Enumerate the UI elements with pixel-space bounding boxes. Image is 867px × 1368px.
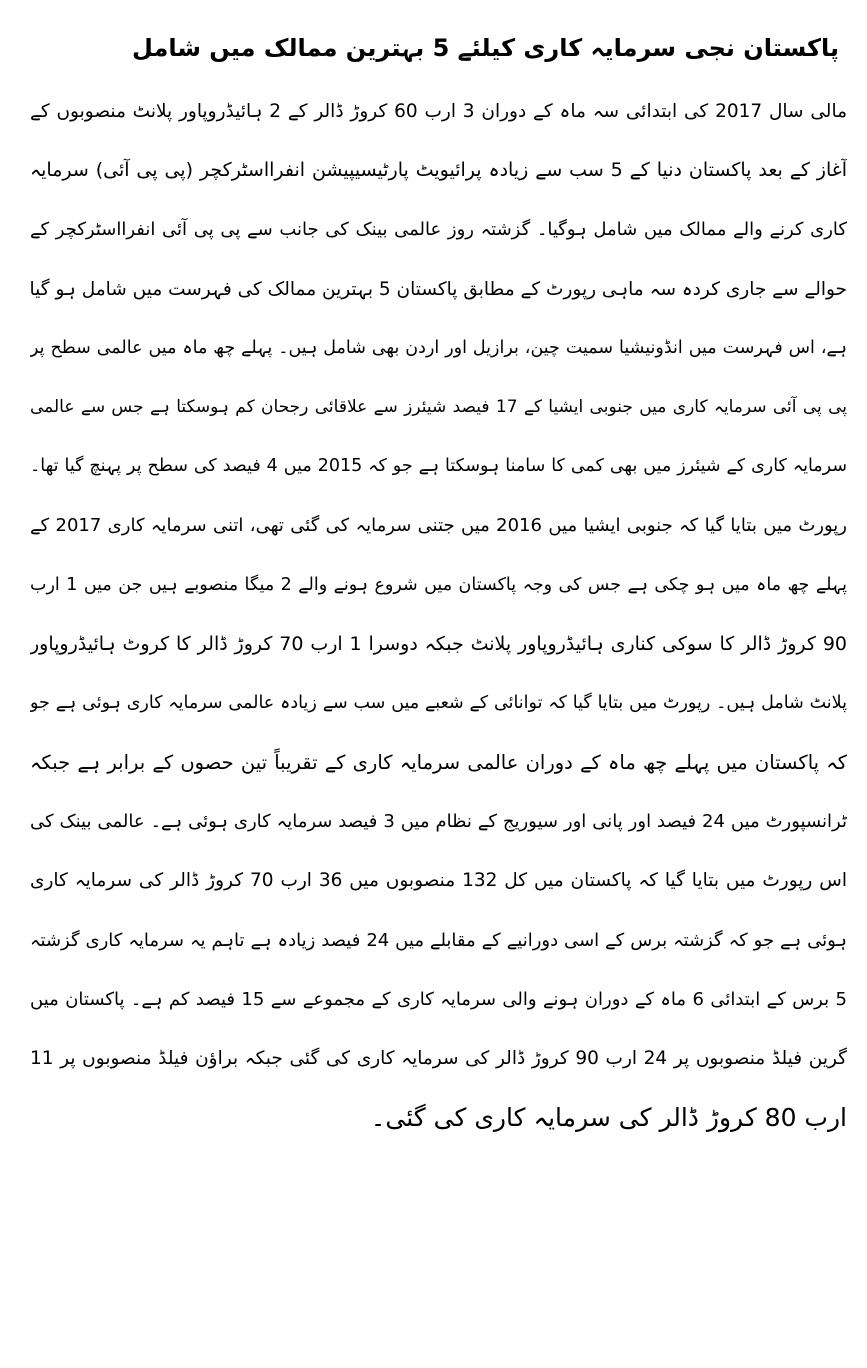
article-line: کہ پاکستان میں پہلے چھ ماہ کے دوران عالمی سرمایہ کاری کے تقریباً تین حصوں کے برابر ہے جبکہ (30, 751, 847, 775)
article-line: سرمایہ کاری کے شیئرز میں بھی کمی کا سامنا ہوسکتا ہے جو کہ 2015 میں 4 فیصد کی سطح پر پہنچ گیا تھا۔ (30, 456, 847, 477)
article-line: ٹرانسپورٹ میں 24 فیصد اور پانی اور سیوریج کے نظام میں 3 فیصد سرمایہ کاری ہوئی ہے۔ عالمی بینک کی (30, 811, 847, 833)
article-line: پی پی آئی سرمایہ کاری میں جنوبی ایشیا کے 17 فیصد شیئرز سے علاقائی رجحان کم ہوسکتا ہے جس سے عالمی (30, 396, 847, 417)
article-line: اس رپورٹ میں بتایا گیا کہ پاکستان میں کل 132 منصوبوں میں 36 ارب 70 کروڑ ڈالر کی سرمایہ کاری (30, 870, 847, 892)
article-line: حوالے سے جاری کردہ سہ ماہی رپورٹ کے مطابق پاکستان 5 بہترین ممالک کی فہرست میں شامل ہو گیا (30, 278, 847, 300)
article-line: پلانٹ شامل ہیں۔ رپورٹ میں بتایا گیا کہ توانائی کے شعبے میں سب سے زیادہ عالمی سرمایہ کاری ہوئی ہے جو (30, 692, 847, 713)
article-body (30, 82, 847, 1147)
article-line: ارب 80 کروڑ ڈالر کی سرمایہ کاری کی گئی۔ (370, 1103, 847, 1133)
article-line: گرین فیلڈ منصوبوں پر 24 ارب 90 کروڑ ڈالر کی سرمایہ کاری کی گئی جبکہ براؤن فیلڈ منصوبوں پر 11 (30, 1048, 847, 1069)
article-line: 90 کروڑ ڈالر کا سوکی کناری ہائیڈروپاور پلانٹ جبکہ دوسرا 1 ارب 70 کروڑ ڈالر کا کروٹ ہائیڈروپاور (30, 632, 847, 655)
article-line: مالی سال 2017 کی ابتدائی سہ ماہ کے دوران 3 ارب 60 کروڑ ڈالر کے 2 ہائیڈروپاور پلانٹ منصوبوں کے (30, 101, 847, 122)
article-line: آغاز کے بعد پاکستان دنیا کے 5 سب سے زیادہ پرائیویٹ پارٹیسیپیشن انفرااسٹرکچر (پی پی آئی) سرمایہ (30, 159, 847, 182)
article-line: رپورٹ میں بتایا گیا کہ جنوبی ایشیا میں 2016 میں جتنی سرمایہ کی گئی تھی، اتنی سرمایہ کاری 2017 کے (30, 515, 847, 537)
article-headline: پاکستان نجی سرمایہ کاری کیلئے 5 بہترین ممالک میں شامل (132, 34, 839, 62)
article-line: پہلے چھ ماہ میں ہو چکی ہے جس کی وجہ پاکستان میں شروع ہونے والے 2 میگا منصوبے ہیں جن میں 1 ارب (30, 574, 847, 595)
article-line: ہوئی ہے جو کہ گزشتہ برس کے اسی دورانیے کے مقابلے میں 24 فیصد زیادہ ہے تاہم یہ سرمایہ کاری گزشتہ (30, 929, 847, 951)
article-line: ہے، اس فہرست میں انڈونیشیا سمیت چین، برازیل اور اردن بھی شامل ہیں۔ پہلے چھ ماہ میں عالمی سطح پر (30, 337, 847, 358)
article-line: 5 برس کے ابتدائی 6 ماہ کے دوران ہونے والی سرمایہ کاری کے مجموعے سے 15 فیصد کم ہے۔ پاکستان میں (30, 988, 847, 1010)
article-line: کاری کرنے والے ممالک میں شامل ہوگیا۔ گزشتہ روز عالمی بینک کی جانب سے پی پی آئی انفرااسٹرکچر کے (30, 219, 847, 241)
article (30, 28, 847, 1147)
